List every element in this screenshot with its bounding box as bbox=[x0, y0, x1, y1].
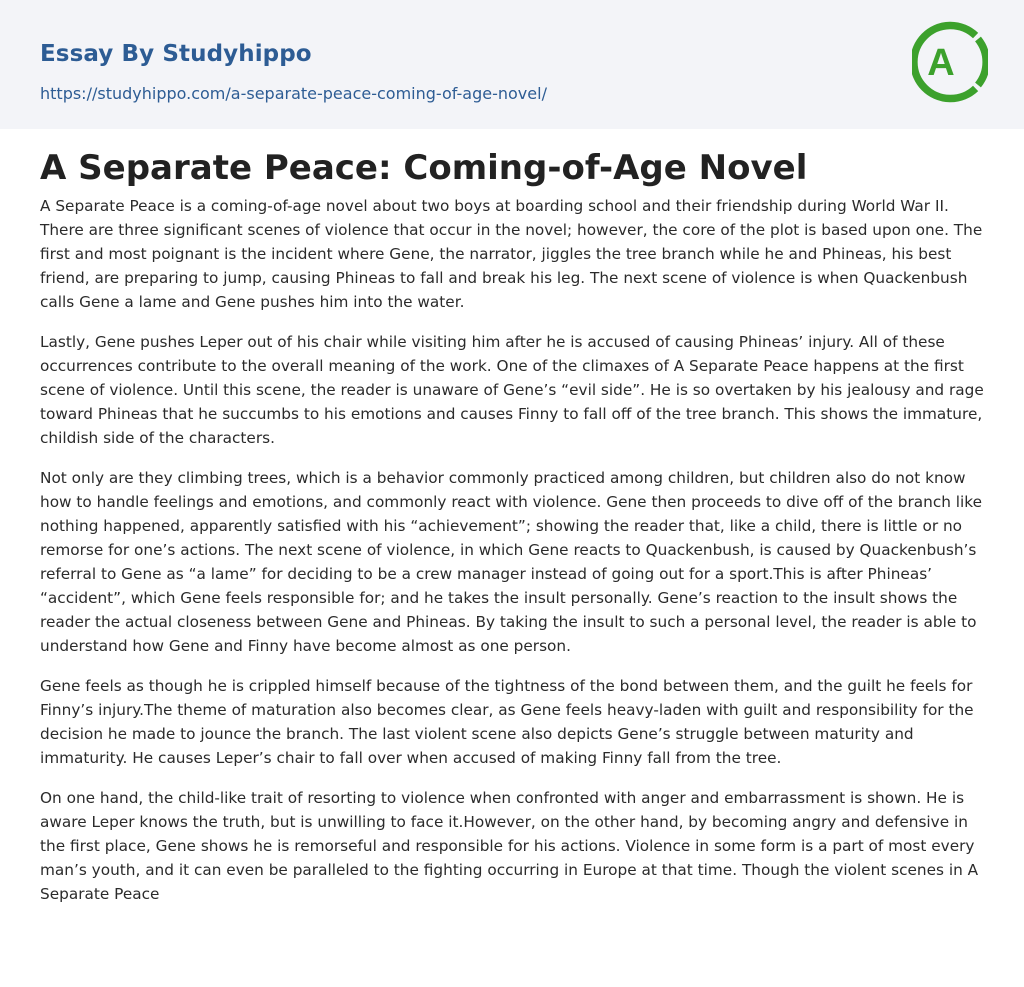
studyhippo-logo-icon[interactable] bbox=[912, 19, 988, 105]
article-paragraph: Gene feels as though he is crippled himself because of the tightness of the bond between them, and the guilt he feels for Finny’s injury.The theme of maturation also becomes clear, as Gene feels heavy-laden with guilt and responsibility for the decision he made to jounce the branch. The last violent scene also depicts Gene’s struggle between maturity and immaturity. He causes Leper’s chair to fall over when accused of making Finny fall from the tree. bbox=[40, 677, 974, 767]
site-header bbox=[0, 0, 1024, 129]
article-body bbox=[40, 194, 984, 922]
article-title: A Separate Peace: Coming-of-Age Novel bbox=[40, 148, 808, 188]
logo-letter: A bbox=[927, 42, 955, 84]
article-paragraph: A Separate Peace is a coming-of-age novel about two boys at boarding school and their friendship during World War II. There are three significant scenes of violence that occur in the novel; however, the core of the plot is based upon one. The first and most poignant is the incident where Gene, the narrator, jiggles the tree branch while he and Phineas, his best friend, are preparing to jump, causing Phineas to fall and break his leg. The next scene of violence is when Quackenbush calls Gene a lame and Gene pushes him into the water. bbox=[40, 197, 983, 311]
article-paragraph: On one hand, the child-like trait of resorting to violence when confronted with anger and embarrassment is shown. He is aware Leper knows the truth, but is unwilling to face it.However, on the other hand, by becoming angry and defensive in the first place, Gene shows he is remorseful and responsible for his actions. Violence in some form is a part of most every man’s youth, and it can even be paralleled to the fighting occurring in Europe at that time. Though the violent scenes in A Separate Peace bbox=[40, 789, 979, 903]
article-paragraph: Lastly, Gene pushes Leper out of his chair while visiting him after he is accused of causing Phineas’ injury. All of these occurrences contribute to the overall meaning of the work. One of the climaxes of A Separate Peace happens at the first scene of violence. Until this scene, the reader is unaware of Gene’s “evil side”. He is so overtaken by his jealousy and rage toward Phineas that he succumbs to his emotions and causes Finny to fall off of the tree branch. This shows the immature, childish side of the characters. bbox=[40, 333, 984, 447]
article-paragraph: Not only are they climbing trees, which is a behavior commonly practiced among children, but children also do not know how to handle feelings and emotions, and commonly react with violence. Gene then proceeds to dive off of the branch like nothing happened, apparently satisfied with his “achievement”; showing the reader that, like a child, there is little or no remorse for one’s actions. The next scene of violence, in which Gene reacts to Quackenbush, is caused by Quackenbush’s referral to Gene as “a lame” for deciding to be a crew manager instead of going out for a sport.This is after Phineas’ “accident”, which Gene feels responsible for; and he takes the insult personally. Gene’s reaction to the insult shows the reader the actual closeness between Gene and Phineas. By taking the insult to such a personal level, the reader is able to understand how Gene and Finny have become almost as one person. bbox=[40, 469, 983, 655]
site-brand[interactable]: Essay By Studyhippo bbox=[40, 41, 312, 67]
article-url-link[interactable]: https://studyhippo.com/a-separate-peace-coming-of-age-novel/ bbox=[40, 84, 547, 103]
